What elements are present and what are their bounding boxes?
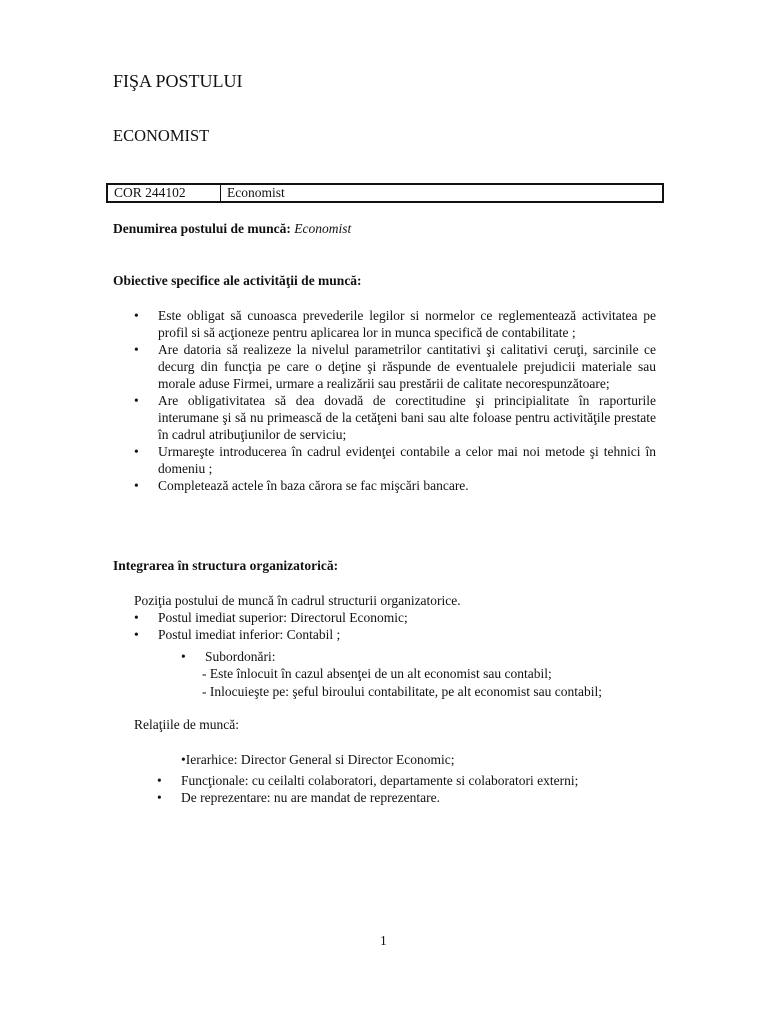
subordination-list	[181, 648, 661, 665]
document-title: FIŞA POSTULUI	[113, 71, 243, 91]
objectives-list	[134, 307, 656, 494]
integration-list	[134, 609, 656, 643]
relations-heading: Relaţiile de muncă:	[134, 717, 239, 732]
list-item: • Completează actele în baza cărora se fac mişcări bancare.	[134, 477, 656, 494]
hierarchical-text: Ierarhice: Director General si Director Economic;	[185, 752, 455, 767]
list-item: • Postul imediat inferior: Contabil ;	[134, 626, 656, 643]
page-number: 1	[380, 933, 387, 948]
subordination-line: - Este înlocuit în cazul absenţei de un alt economist sau contabil;	[202, 666, 552, 681]
list-item: • Subordonări:	[181, 648, 661, 665]
objectives-heading: Obiective specifice ale activităţii de muncă:	[113, 273, 362, 288]
job-name-line	[113, 220, 351, 237]
list-item: • De reprezentare: nu are mandat de reprezentare.	[157, 789, 657, 806]
list-item: • Urmareşte introducerea în cadrul evidenţei contabile a celor mai noi metode şi tehnici în domeniu ;	[134, 443, 656, 477]
subordination-line: - Inlocuieşte pe: şeful biroului contabilitate, pe alt economist sau contabil;	[202, 684, 603, 699]
job-name-label: Denumirea postului de muncă:	[113, 221, 291, 236]
list-item: • Este obligat să cunoasca prevederile legilor si normelor ce reglementează activitatea pe profil si să acţioneze pentru aplicarea lor in munca specifică de contabilitate ;	[134, 307, 656, 341]
list-item: • Funcţionale: cu ceilalti colaboratori, departamente si colaboratori externi;	[157, 772, 657, 789]
cor-table	[106, 183, 664, 203]
document-subtitle: ECONOMIST	[113, 126, 210, 145]
list-item: • Are obligativitatea să dea dovadă de corectitudine şi principialitate în raporturile interumane şi să nu primească de la cetăţeni bani sau alte foloase pentru activităţile prestate în cadrul atribuţiunilor de serviciu;	[134, 392, 656, 443]
relations-list	[157, 772, 657, 806]
job-name-value: Economist	[294, 221, 352, 236]
position-text: Poziţia postului de muncă în cadrul structurii organizatorice.	[134, 593, 461, 608]
hierarchical-line	[181, 751, 454, 768]
list-item: • Are datoria să realizeze la nivelul parametrilor cantitativi şi calitativi ceruţi, sarcinile ce decurg din funcţia pe care o deţine şi răspunde de eventualele prejudicii materiale sau morale aduse Firmei, urmare a realizării sau prestării de calitate necorespunzătoare;	[134, 341, 656, 392]
bullet-glyph: •	[181, 752, 186, 767]
integration-heading: Integrarea în structura organizatorică:	[113, 558, 339, 573]
cor-name-cell: Economist	[221, 184, 664, 202]
table-row	[107, 184, 663, 202]
cor-code-cell: COR 244102	[107, 184, 221, 202]
list-item: • Postul imediat superior: Directorul Economic;	[134, 609, 656, 626]
